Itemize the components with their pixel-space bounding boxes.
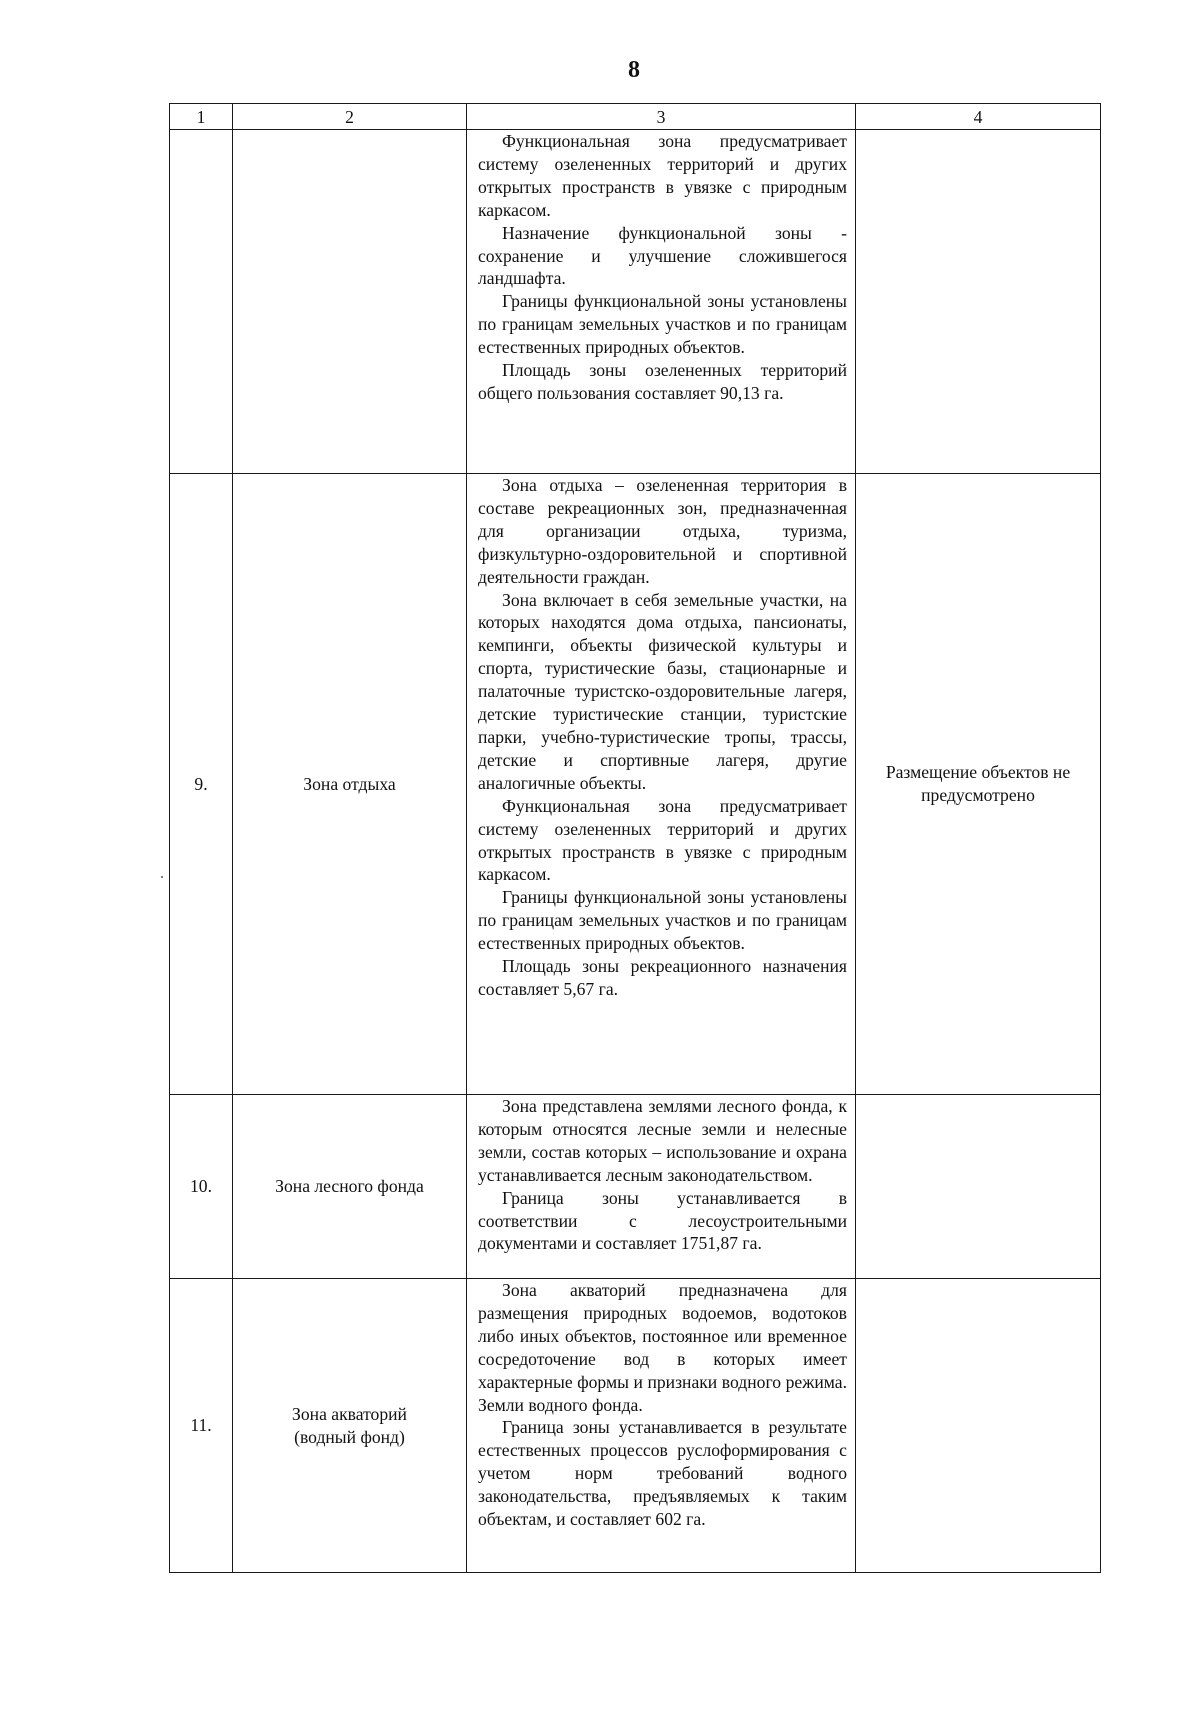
description-paragraph: Зона акваторий предназначена для размещения природных водоемов, водотоков либо иных объектов, постоянное или временное сосредоточение вод в которых имеет характерные формы и признаки водного режима. Земли водного фонда. <box>478 1280 847 1415</box>
zone-name-line: Зона лесного фонда <box>275 1176 424 1197</box>
description-paragraph: Зона представлена землями лесного фонда, к которым относятся лесные земли и нелесные земли, состав которых – использование и охрана устанавливается лесным законодательством. <box>478 1096 847 1185</box>
zone-name <box>233 1279 467 1573</box>
row-number: 10. <box>170 1095 233 1279</box>
table-row <box>170 474 1101 1095</box>
row-number: 9. <box>170 474 233 1095</box>
table-header-row <box>170 104 1101 130</box>
description-paragraph: Площадь зоны озелененных территорий общего пользования составляет 90,13 га. <box>478 360 847 403</box>
column-header-3: 3 <box>467 104 856 130</box>
zone-name <box>233 1095 467 1279</box>
zone-name-line: Зона отдыха <box>303 773 396 794</box>
table-row <box>170 1279 1101 1573</box>
description-paragraph: Граница зоны устанавливается в результате естественных процессов руслоформирования с учетом норм требований водного законодательства, предъявляемых к таким объектам, и составляет 602 га. <box>478 1417 847 1530</box>
zone-description <box>467 1279 856 1573</box>
placement-cell <box>856 1279 1101 1573</box>
table-row <box>170 130 1101 474</box>
column-header-2: 2 <box>233 104 467 130</box>
description-paragraph: Граница зоны устанавливается в соответствии с лесоустроительными документами и составляет 1751,87 га. <box>478 1187 847 1254</box>
description-paragraph: Границы функциональной зоны установлены по границам земельных участков и по границам естественных природных объектов. <box>478 291 847 358</box>
zone-name-line: Зона акваторий <box>292 1403 407 1424</box>
description-paragraph: Площадь зоны рекреационного назначения составляет 5,67 га. <box>478 956 847 999</box>
description-paragraph: Зона отдыха – озелененная территория в составе рекреационных зон, предназначенная для организации отдыха, туризма, физкультурно-оздоровительной и спортивной деятельности граждан. <box>478 475 847 587</box>
placement-cell <box>856 130 1101 474</box>
zone-description <box>467 130 856 474</box>
row-number: 11. <box>170 1279 233 1573</box>
description-paragraph: Функциональная зона предусматривает систему озелененных территорий и других открытых пространств в увязке с природным каркасом. <box>478 795 847 885</box>
column-header-1: 1 <box>170 104 233 130</box>
description-paragraph: Границы функциональной зоны установлены по границам земельных участков и по границам естественных природных объектов. <box>478 887 847 954</box>
placement-cell: Размещение объектов не предусмотрено <box>856 474 1101 1095</box>
placement-cell <box>856 1095 1101 1279</box>
table-row <box>170 1095 1101 1279</box>
page-number: 8 <box>628 57 640 83</box>
row-number <box>170 130 233 474</box>
column-header-4: 4 <box>856 104 1101 130</box>
description-paragraph: Назначение функциональной зоны - сохранение и улучшение сложившегося ландшафта. <box>478 222 847 289</box>
zone-name-line: (водный фонд) <box>294 1426 405 1447</box>
zone-description <box>467 1095 856 1279</box>
zone-description <box>467 474 856 1095</box>
scan-speck <box>161 876 163 878</box>
zone-name <box>233 130 467 474</box>
description-paragraph: Зона включает в себя земельные участки, на которых находятся дома отдыха, пансионаты, кемпинги, объекты физической культуры и спорта, туристические базы, стационарные и палаточные туристско-оздоровительные лагеря, детские туристические станции, туристские парки, учебно-туристические тропы, трассы, детские и спортивные лагеря, другие аналогичные объекты. <box>478 589 847 793</box>
description-paragraph: Функциональная зона предусматривает систему озелененных территорий и других открытых пространств в увязке с природным каркасом. <box>478 131 847 220</box>
zones-table <box>169 103 1101 1573</box>
zone-name <box>233 474 467 1095</box>
